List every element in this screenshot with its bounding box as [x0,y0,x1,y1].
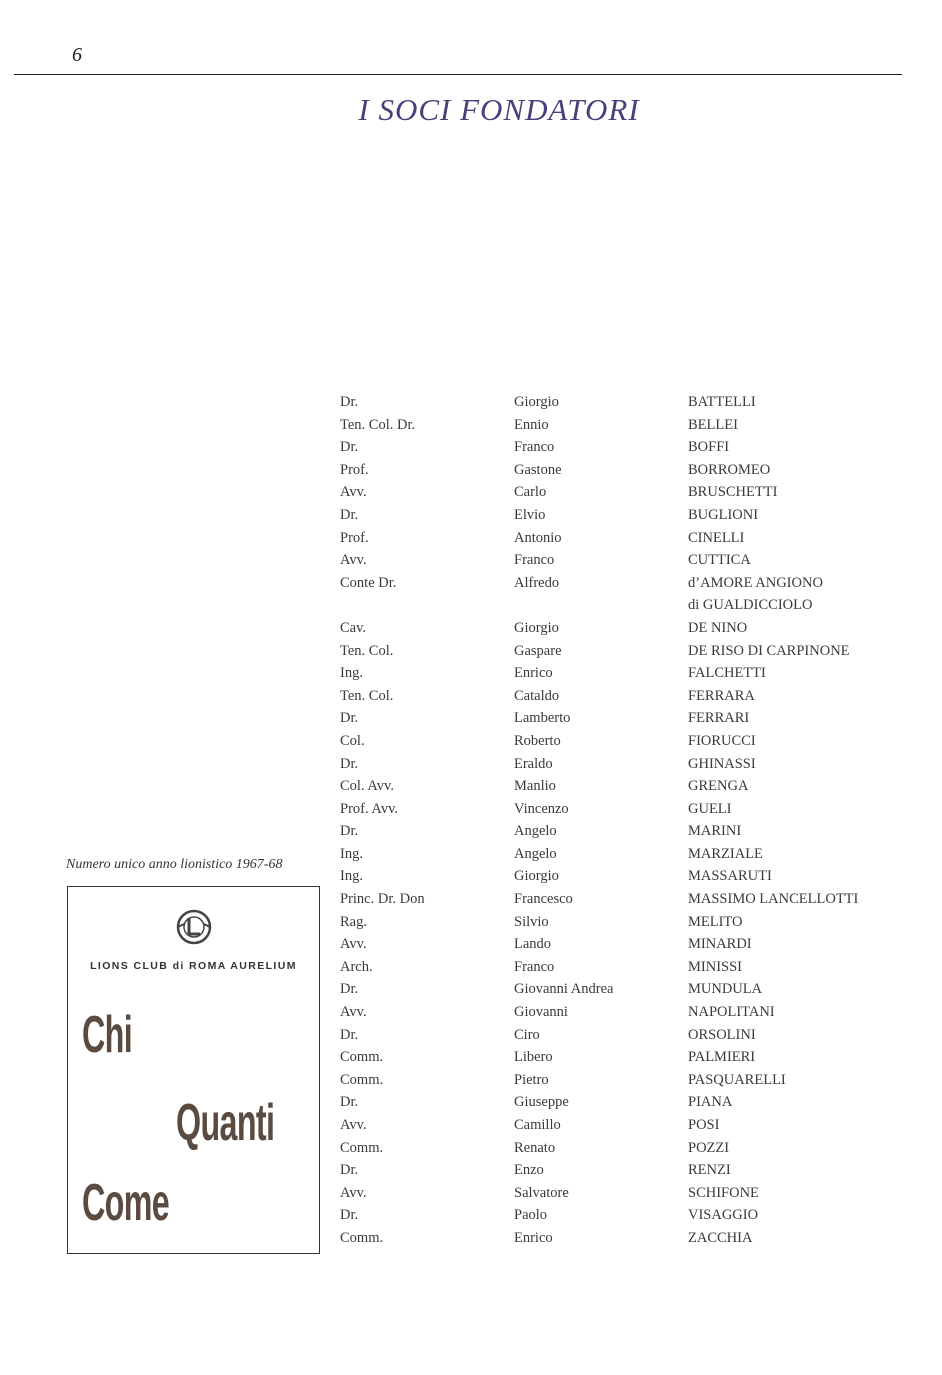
page-number: 6 [72,44,82,66]
page-title: I SOCI FONDATORI [358,92,640,127]
member-last-name: MINISSI [688,958,742,975]
member-first-name: Angelo [514,823,557,840]
member-last-name: GUELI [688,800,732,817]
member-title: Prof. Avv. [340,800,398,817]
member-first-name: Francesco [514,891,573,908]
member-title: Dr. [340,1162,359,1179]
member-last-name: RENZI [688,1162,731,1179]
member-last-name: ZACCHIA [688,1229,753,1246]
member-title: Dr. [340,506,359,523]
member-title: Dr. [340,1026,359,1043]
member-title: Dr. [340,981,359,998]
member-last-name: MELITO [688,913,743,930]
member-title: Ten. Col. Dr. [340,416,416,433]
member-first-name: Cataldo [514,687,560,704]
member-first-name: Enrico [514,665,553,682]
member-last-name: BATTELLI [688,394,756,410]
member-title: Dr. [340,394,359,410]
member-first-name: Renato [514,1139,556,1156]
lions-emblem-icon [176,909,212,945]
member-last-name: MASSARUTI [688,868,772,885]
member-last-name: POSI [688,1117,720,1133]
member-first-name: Giuseppe [514,1094,569,1111]
member-title: Dr. [340,755,359,772]
member-title: Comm. [340,1229,384,1246]
member-last-name: DE NINO [688,619,748,636]
member-last-name: BUGLIONI [688,506,759,523]
member-first-name: Giovanni [514,1004,568,1021]
member-title: Princ. Dr. Don [340,891,425,908]
member-last-name: CINELLI [688,529,745,546]
member-last-name: MINARDI [688,936,752,953]
member-last-name: d’AMORE ANGIONO [688,574,823,591]
member-last-name: FERRARI [688,710,750,727]
member-title: Conte Dr. [340,574,397,591]
cover-word-come: Come [82,1174,170,1232]
cover-word-quanti: Quanti [176,1094,275,1152]
member-first-name: Libero [514,1049,553,1066]
member-last-name: POZZI [688,1139,730,1156]
member-title: Dr. [340,823,359,840]
member-title: Comm. [340,1139,384,1156]
member-title: Cav. [340,619,367,636]
member-title: Avv. [340,552,367,569]
member-title: Avv. [340,936,367,953]
cover-word-chi: Chi [82,1006,133,1064]
member-title: Ten. Col. [340,642,394,659]
member-title: Prof. [340,529,369,546]
member-last-name: MASSIMO LANCELLOTTI [688,891,859,908]
member-title: Comm. [340,1049,384,1066]
member-first-name: Lando [514,936,552,953]
member-last-name: CUTTICA [688,552,751,569]
member-title: Prof. [340,461,369,478]
member-first-name: Antonio [514,529,562,546]
member-first-name: Pietro [514,1071,549,1088]
member-title: Rag. [340,913,367,930]
member-last-name: GHINASSI [688,755,756,772]
member-title: Ing. [340,845,363,862]
member-last-name: MARZIALE [688,845,763,862]
member-last-name: BRUSCHETTI [688,484,778,501]
member-title: Avv. [340,1117,367,1133]
header-rule [14,74,902,75]
member-first-name: Franco [514,552,555,569]
member-last-name: ORSOLINI [688,1026,756,1043]
member-first-name: Giorgio [514,619,559,636]
member-title: Avv. [340,1184,367,1201]
member-last-name: MARINI [688,823,742,840]
member-last-name: FERRARA [688,687,755,704]
member-title: Dr. [340,439,359,456]
member-last-name: PALMIERI [688,1049,756,1066]
member-first-name: Enrico [514,1229,553,1246]
member-first-name: Vincenzo [514,800,569,817]
member-last-name: PASQUARELLI [688,1071,786,1088]
member-title: Arch. [340,958,373,975]
member-last-name: DE RISO DI CARPINONE [688,642,850,659]
member-first-name: Angelo [514,845,557,862]
member-first-name: Carlo [514,484,547,501]
member-first-name: Camillo [514,1117,561,1133]
member-title: Ten. Col. [340,687,394,704]
member-last-name: VISAGGIO [688,1207,759,1224]
member-title: Dr. [340,1207,359,1224]
member-first-name: Salvatore [514,1184,569,1201]
member-first-name: Franco [514,439,555,456]
member-last-name: NAPOLITANI [688,1004,775,1021]
member-first-name: Elvio [514,506,546,523]
member-first-name: Ennio [514,416,549,433]
member-title: Avv. [340,484,367,501]
member-first-name: Gaspare [514,642,562,659]
member-title: Ing. [340,665,363,682]
member-last-name: BOFFI [688,439,730,456]
member-first-name: Silvio [514,913,549,930]
member-last-name: FIORUCCI [688,732,756,749]
member-first-name: Eraldo [514,755,553,772]
member-first-name: Enzo [514,1162,544,1179]
member-first-name: Giorgio [514,394,559,410]
member-first-name: Lamberto [514,710,571,727]
member-last-name: SCHIFONE [688,1184,759,1201]
member-title: Avv. [340,1004,367,1021]
member-first-name: Gastone [514,461,562,478]
member-last-name: BELLEI [688,416,738,433]
member-first-name: Manlio [514,778,556,795]
member-last-name: BORROMEO [688,461,771,478]
member-title: Dr. [340,1094,359,1111]
member-first-name: Alfredo [514,574,560,591]
booklet-cover [67,886,320,1254]
member-first-name: Roberto [514,732,561,749]
member-last-name: FALCHETTI [688,665,766,682]
club-name: LIONS CLUB di ROMA AURELIUM [90,960,297,972]
member-last-name: MUNDULA [688,981,763,998]
member-title: Col. [340,732,365,749]
member-first-name: Giorgio [514,868,559,885]
member-first-name: Franco [514,958,555,975]
member-title: Comm. [340,1071,384,1088]
member-title: Ing. [340,868,363,885]
member-first-name: Paolo [514,1207,548,1224]
member-title: Dr. [340,710,359,727]
cover-caption: Numero unico anno lionistico 1967-68 [66,857,283,872]
member-last-name: di GUALDICCIOLO [688,597,813,614]
member-last-name: PIANA [688,1094,733,1111]
member-first-name: Ciro [514,1026,540,1043]
member-title: Col. Avv. [340,778,394,795]
member-last-name: GRENGA [688,778,749,795]
member-first-name: Giovanni Andrea [514,981,614,998]
